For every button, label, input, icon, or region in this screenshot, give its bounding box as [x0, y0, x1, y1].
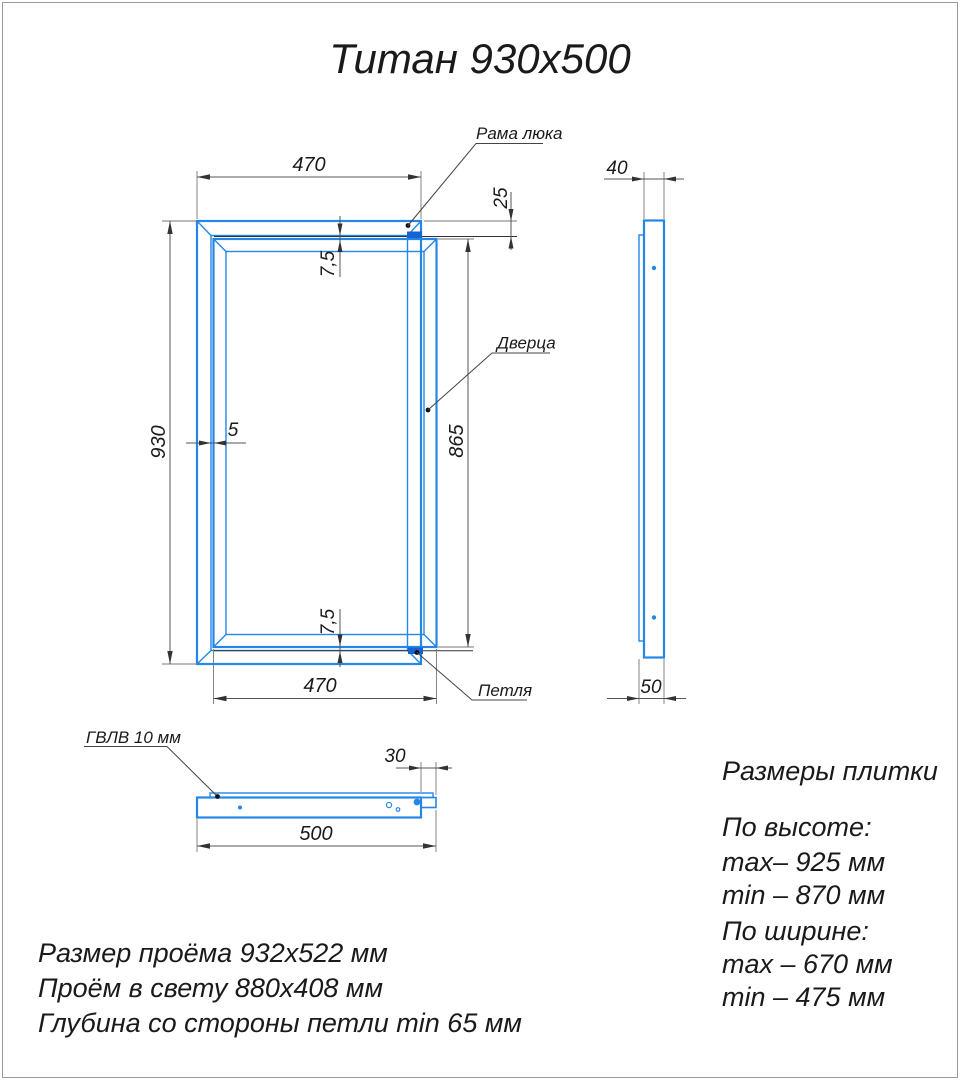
dim-door-height-value: 865 [446, 424, 468, 458]
dim-depth-top-value: 40 [606, 158, 628, 179]
dim-width-bottom-value: 470 [303, 675, 337, 697]
note-line: Размер проёма 932x522 мм [38, 938, 388, 968]
dim-gap-top [318, 216, 343, 277]
dim-gap-left [186, 420, 246, 446]
dim-frame-face-value: 25 [491, 187, 512, 209]
label-door-text: Дверца [497, 333, 556, 353]
note-line: Проём в свету 880x408 мм [38, 973, 383, 1003]
dim-gap-left-value: 5 [227, 420, 239, 441]
door-miter-br [424, 635, 437, 648]
leader-line [428, 353, 550, 410]
dim-gap-bottom [318, 608, 343, 667]
label-hinge [415, 650, 532, 700]
tile-sizes-title: Размеры плитки [722, 756, 938, 786]
label-door [426, 334, 556, 413]
tile-sizes-line: max – 670 мм [722, 949, 893, 979]
dim-hinge-offset [384, 746, 452, 795]
tile-sizes-line: max– 925 мм [722, 847, 886, 877]
dim-gap-bottom-value: 7,5 [318, 608, 339, 636]
dim-height-value: 930 [148, 425, 170, 459]
dim-depth-bottom-value: 50 [640, 677, 662, 698]
tile-sizes-line: По высоте: [722, 812, 872, 842]
dim-hinge-offset-value: 30 [384, 746, 406, 767]
door-bevel-rect [226, 252, 424, 635]
note-line: Глубина со стороны петли min 65 мм [38, 1008, 522, 1038]
hinge-tab [421, 798, 436, 808]
door-miter-bl [214, 635, 227, 648]
hole-right-1 [386, 802, 391, 807]
label-frame-text: Рама люка [476, 124, 563, 143]
dim-profile-width [197, 810, 436, 852]
door-miter-tr [424, 239, 437, 252]
front-view [148, 124, 562, 704]
notes-block [38, 938, 522, 1038]
side-hole-top [652, 266, 656, 270]
dim-door-height [438, 239, 474, 647]
leader-line [408, 144, 543, 226]
bottom-view [84, 728, 452, 852]
frame-miter-tl [197, 221, 211, 236]
side-profile-bar [644, 221, 664, 658]
label-panel-text: ГВЛВ 10 мм [86, 728, 181, 747]
door-outline [214, 239, 437, 647]
hinge-top [407, 232, 422, 239]
door-miter-tl [214, 239, 227, 252]
dim-profile-width-value: 500 [299, 823, 333, 845]
tile-sizes-line: min – 475 мм [722, 982, 886, 1012]
frame-miter-bl [197, 651, 211, 665]
door-outer-rect [214, 239, 437, 647]
tile-sizes-line: min – 870 мм [722, 880, 886, 910]
side-view [604, 158, 686, 704]
dim-depth-bottom [607, 659, 686, 704]
side-hole-bottom [652, 615, 656, 619]
tile-sizes-block [722, 756, 938, 1012]
dim-frame-face [424, 187, 517, 250]
hole-right-2 [396, 808, 400, 812]
hinge-pin [414, 799, 421, 806]
hole-left [238, 806, 242, 810]
label-hinge-text: Петля [478, 681, 533, 700]
leader-dot [215, 794, 220, 799]
dim-width-top [197, 154, 421, 219]
label-panel [84, 728, 220, 799]
dim-width-top-value: 470 [292, 154, 326, 176]
dim-width-bottom [214, 649, 437, 704]
label-frame [406, 124, 563, 228]
tile-sizes-line: По ширине: [722, 916, 869, 946]
dim-depth-top [604, 158, 684, 219]
dim-gap-top-value: 7,5 [318, 250, 339, 278]
leader-line [167, 747, 217, 797]
drawing-title: Титан 930x500 [329, 35, 631, 82]
